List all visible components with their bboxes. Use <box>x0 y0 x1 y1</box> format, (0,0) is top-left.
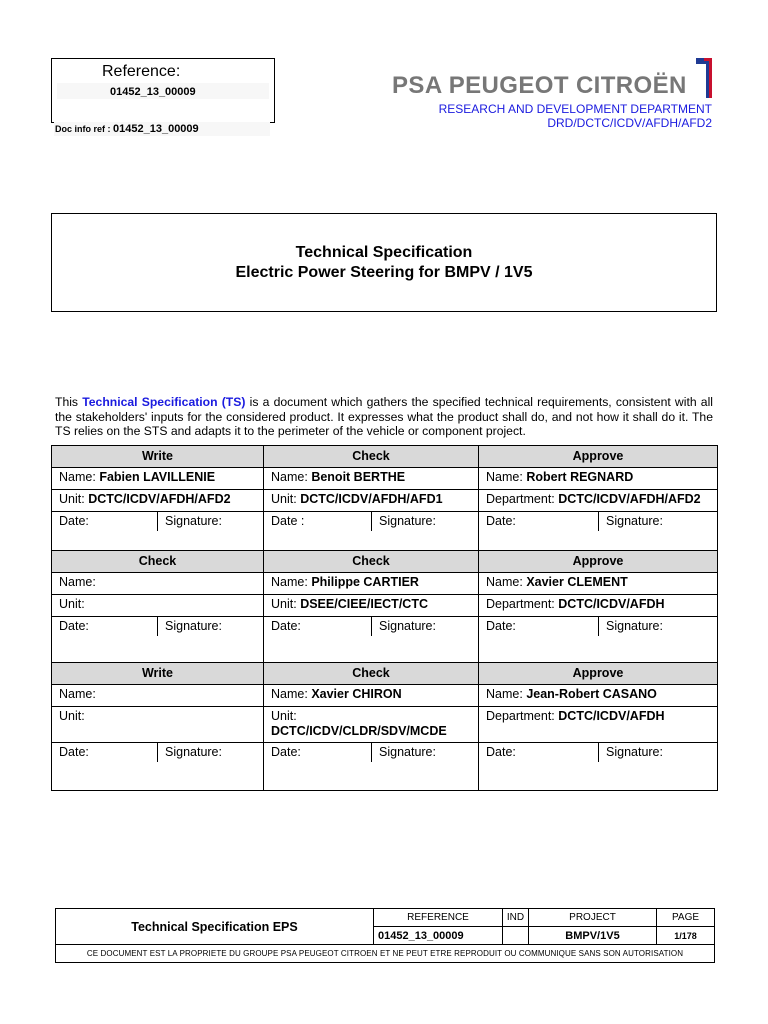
date-label: Date: <box>52 512 158 531</box>
table-row <box>52 685 718 707</box>
unit-label: Unit: <box>271 709 297 723</box>
date-label: Date : <box>264 512 372 531</box>
signature-label: Signature: <box>379 745 436 759</box>
column-header: Approve <box>479 551 718 573</box>
department-line-2: DRD/DCTC/ICDV/AFDH/AFD2 <box>547 116 712 130</box>
unit-label: Unit: <box>59 597 85 611</box>
date-signature-cell <box>264 512 479 551</box>
signature-label: Signature: <box>379 619 436 633</box>
table-row <box>52 512 718 551</box>
unit-cell <box>52 707 264 743</box>
logo-flag-icon <box>696 58 712 98</box>
signature-label: Signature: <box>165 619 222 633</box>
footer-notice: CE DOCUMENT EST LA PROPRIETE DU GROUPE PSA PEUGEOT CITROEN ET NE PEUT ETRE REPRODUIT OU COMMUNIQUE SANS SON AUTORISATION <box>56 945 715 963</box>
intro-prefix: This <box>55 395 83 409</box>
date-signature-cell <box>264 617 479 663</box>
department-value: DCTC/ICDV/AFDH/AFD2 <box>558 492 701 506</box>
table-header-row <box>52 663 718 685</box>
table-row <box>52 595 718 617</box>
name-cell <box>479 685 718 707</box>
intro-rest: is a document which gathers the specified technical requirements, consistent with all the stakeholders' inputs for the considered product. It expresses what the product shall do, and not how it shall do it. The TS relies on the STS and adapts it to the perimeter of the vehicle or component project. <box>55 395 713 438</box>
column-header: Check <box>52 551 264 573</box>
date-label: Date: <box>264 617 372 636</box>
name-cell <box>264 685 479 707</box>
table-row <box>52 573 718 595</box>
reference-label: Reference: <box>102 63 181 80</box>
name-value: Benoit BERTHE <box>311 470 406 484</box>
name-value: Jean-Robert CASANO <box>526 687 657 701</box>
date-label: Date: <box>52 617 158 636</box>
signature-label: Signature: <box>165 745 222 759</box>
name-label: Name: <box>486 470 523 484</box>
footer-project-label: PROJECT <box>529 909 657 927</box>
column-header: Write <box>52 663 264 685</box>
footer-reference-label: REFERENCE <box>374 909 503 927</box>
doc-info-ref <box>55 123 199 135</box>
table-row <box>52 617 718 663</box>
name-label: Name: <box>59 687 96 701</box>
unit-value: DSEE/CIEE/IECT/CTC <box>300 597 428 611</box>
date-signature-cell <box>479 512 718 551</box>
department-label: Department: <box>486 492 555 506</box>
intro-paragraph <box>55 395 713 439</box>
date-label: Date: <box>52 743 158 762</box>
unit-label: Unit: <box>59 492 85 506</box>
unit-label: Unit: <box>271 597 297 611</box>
table-row <box>52 707 718 743</box>
unit-value: DCTC/ICDV/AFDH/AFD1 <box>300 492 443 506</box>
name-label: Name: <box>59 575 96 589</box>
approval-table <box>51 445 718 791</box>
column-header: Check <box>264 551 479 573</box>
department-label: Department: <box>486 709 555 723</box>
unit-value: DCTC/ICDV/AFDH/AFD2 <box>88 492 231 506</box>
date-signature-cell <box>479 743 718 791</box>
name-label: Name: <box>271 687 308 701</box>
company-logo-text: PSA PEUGEOT CITROËN <box>392 72 687 99</box>
name-label: Name: <box>59 470 96 484</box>
signature-label: Signature: <box>606 514 663 528</box>
table-row <box>52 743 718 791</box>
reference-value: 01452_13_00009 <box>110 86 196 98</box>
title-box <box>51 213 717 312</box>
department-line-1: RESEARCH AND DEVELOPMENT DEPARTMENT <box>438 102 712 116</box>
name-cell <box>52 468 264 490</box>
signature-label: Signature: <box>165 514 222 528</box>
unit-cell <box>264 707 479 743</box>
date-label: Date: <box>479 617 599 636</box>
date-signature-cell <box>52 743 264 791</box>
footer-reference-value: 01452_13_00009 <box>374 927 503 945</box>
department-cell <box>479 595 718 617</box>
unit-cell <box>52 490 264 512</box>
name-label: Name: <box>486 575 523 589</box>
footer-project-value: BMPV/1V5 <box>529 927 657 945</box>
name-value: Xavier CLEMENT <box>526 575 628 589</box>
document-subtitle: Electric Power Steering for BMPV / 1V5 <box>235 264 533 281</box>
column-header: Write <box>52 446 264 468</box>
name-cell <box>264 468 479 490</box>
name-value: Philippe CARTIER <box>311 575 419 589</box>
unit-label: Unit: <box>271 492 297 506</box>
table-header-row <box>52 551 718 573</box>
date-label: Date: <box>264 743 372 762</box>
table-row <box>52 468 718 490</box>
name-value: Fabien LAVILLENIE <box>99 470 216 484</box>
signature-label: Signature: <box>379 514 436 528</box>
document-title: Technical Specification <box>295 244 473 261</box>
signature-label: Signature: <box>606 619 663 633</box>
intro-highlight: Technical Specification (TS) <box>82 395 246 409</box>
name-label: Name: <box>271 470 308 484</box>
date-signature-cell <box>479 617 718 663</box>
table-header-row <box>52 446 718 468</box>
footer-ind-value <box>503 927 529 945</box>
date-signature-cell <box>52 617 264 663</box>
name-cell <box>52 685 264 707</box>
unit-cell <box>52 595 264 617</box>
footer-page-value: 1/178 <box>657 927 715 945</box>
name-cell <box>52 573 264 595</box>
date-label: Date: <box>479 512 599 531</box>
unit-cell <box>264 490 479 512</box>
unit-value: DCTC/ICDV/CLDR/SDV/MCDE <box>271 724 447 738</box>
name-value: Xavier CHIRON <box>311 687 402 701</box>
department-cell <box>479 490 718 512</box>
department-value: DCTC/ICDV/AFDH <box>558 709 665 723</box>
date-label: Date: <box>479 743 599 762</box>
doc-info-value: 01452_13_00009 <box>113 123 199 135</box>
unit-label: Unit: <box>59 709 85 723</box>
date-signature-cell <box>264 743 479 791</box>
department-value: DCTC/ICDV/AFDH <box>558 597 665 611</box>
column-header: Check <box>264 446 479 468</box>
table-row <box>52 490 718 512</box>
column-header: Approve <box>479 446 718 468</box>
department-label: Department: <box>486 597 555 611</box>
name-label: Name: <box>486 687 523 701</box>
footer-table <box>55 908 715 963</box>
unit-cell <box>264 595 479 617</box>
date-signature-cell <box>52 512 264 551</box>
footer-ind-label: IND <box>503 909 529 927</box>
footer-page-label: PAGE <box>657 909 715 927</box>
name-cell <box>479 573 718 595</box>
footer-title: Technical Specification EPS <box>56 909 374 945</box>
reference-box <box>51 58 275 123</box>
name-cell <box>479 468 718 490</box>
doc-info-label: Doc info ref : <box>55 124 111 134</box>
name-cell <box>264 573 479 595</box>
column-header: Approve <box>479 663 718 685</box>
name-value: Robert REGNARD <box>526 470 634 484</box>
signature-label: Signature: <box>606 745 663 759</box>
name-label: Name: <box>271 575 308 589</box>
department-cell <box>479 707 718 743</box>
column-header: Check <box>264 663 479 685</box>
